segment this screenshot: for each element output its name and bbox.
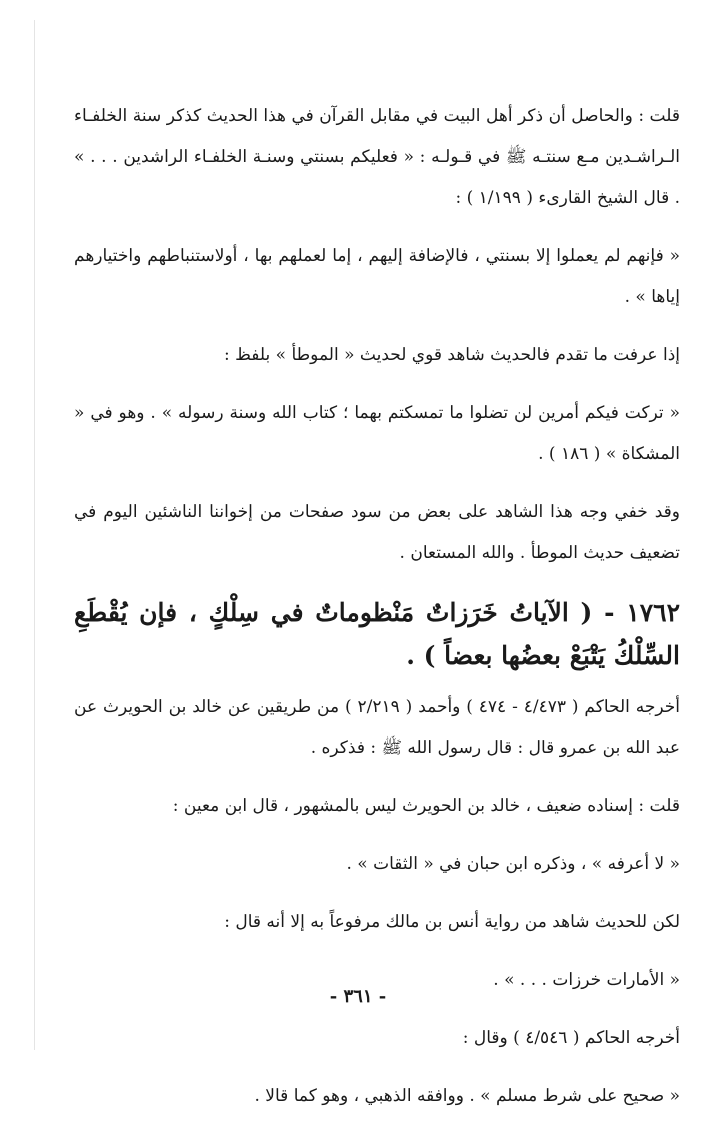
paragraph-witness-intro: إذا عرفت ما تقدم فالحديث شاهد قوي لحديث « الموطأ » بلفظ : [224, 345, 680, 365]
paragraph-weakening-note: وقد خفي وجه هذا الشاهد على بعض من سود صفحات من إخواننا الناشئين اليوم في تضعيف حديث الموطأ . والله المستعان . [74, 502, 680, 563]
paragraph-isnad-weak: قلت : إسناده ضعيف ، خالد بن الحويرث ليس بالمشهور ، قال ابن معين : [172, 796, 680, 816]
page-body [74, 96, 680, 1134]
paragraph-amarat-quote: « الأمارات خرزات . . . » . [493, 970, 680, 990]
paragraph-anas-witness: لكن للحديث شاهد من رواية أنس بن مالك مرفوعاً به إلا أنه قال : [224, 912, 680, 932]
paragraph-ibn-main-quote: « لا أعرفه » ، وذكره ابن حبان في « الثقات » . [346, 854, 680, 874]
paragraph-qari-quote: « فإنهم لم يعملوا إلا بسنتي ، فالإضافة إليهم ، إما لعملهم بها ، أولاستنباطهم واختيارهم إياها » . [74, 246, 680, 307]
paragraph-sahih-verdict: « صحيح على شرط مسلم » . ووافقه الذهبي ، وهو كما قالا . [254, 1086, 680, 1106]
paragraph-conclusion: قلت : والحاصل أن ذكر أهل البيت في مقابل القرآن في هذا الحديث كذكر سنة الخلفـاء الـراشـدين مـع سنتـه ﷺ في قـولـه : « فعليكم بسنتي وسنـة الخلفـاء الراشدين . . . » . قال الشيخ القارىء ( ١/١٩٩ ) : [74, 106, 680, 208]
paragraph-takhrij: أخرجه الحاكم ( ٤/٤٧٣ - ٤٧٤ ) وأحمد ( ٢/٢١٩ ) من طريقين عن خالد بن الحويرث عن عبد الله بن عمرو قال : قال رسول الله ﷺ : فذكره . [74, 697, 680, 758]
page-edge-line [34, 20, 35, 1050]
paragraph-hakim-takhrij: أخرجه الحاكم ( ٤/٥٤٦ ) وقال : [462, 1028, 680, 1048]
hadith-heading: ١٧٦٢ - ( الآياتُ خَرَزاتٌ مَنْظوماتٌ في سِلْكٍ ، فإن يُقْطَعِ السِّلْكُ يَتْبَعْ بعضُها بعضاً ) . [74, 598, 680, 670]
paragraph-muwatta-quote: « تركت فيكم أمرين لن تضلوا ما تمسكتم بهما ؛ كتاب الله وسنة رسوله » . وهو في « المشكاة » ( ١٨٦ ) . [74, 403, 680, 464]
page-number: - ٣٦١ - [329, 986, 387, 1007]
